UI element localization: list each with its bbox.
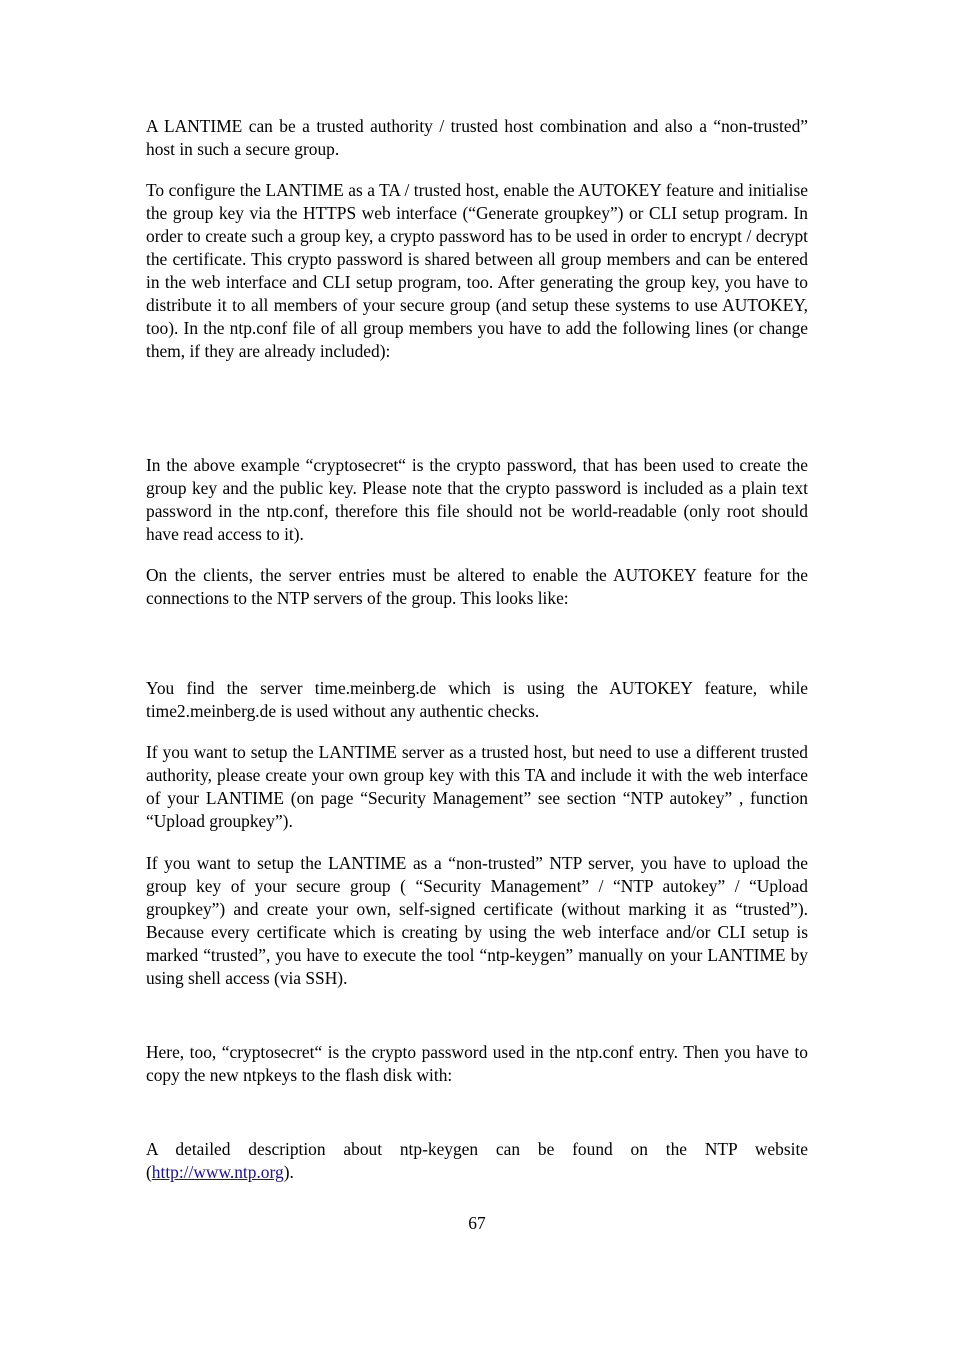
paragraph-different-trusted-authority: If you want to setup the LANTIME server as a trusted host, but need to use a different trusted authority, please create your own group key with this TA and include it with the web interface of your LANTIME (on page “Security Management” see section “NTP autokey” , function “Upload groupkey”). xyxy=(146,742,808,831)
paragraph-server-autokey-usage: You find the server time.meinberg.de which is using the AUTOKEY feature, while time2.meinberg.de is used without any authentic checks. xyxy=(146,678,808,721)
paragraph-copy-ntpkeys: Here, too, “cryptosecret“ is the crypto password used in the ntp.conf entry. Then you have to copy the new ntpkeys to the flash disk with: xyxy=(146,1042,808,1085)
ntp-website-link[interactable]: http://www.ntp.org xyxy=(151,1162,284,1182)
paragraph-text-before-link: A detailed description about ntp-keygen can be found on the NTP website ( xyxy=(146,1139,808,1182)
paragraph-configure-trusted-host: To configure the LANTIME as a TA / trusted host, enable the AUTOKEY feature and initialise the group key via the HTTPS web interface (“Generate groupkey”) or CLI setup program. In order to create such a group key, a crypto password has to be used in order to encrypt / decrypt the certificate. This crypto password is shared between all group members and can be entered in the web interface and CLI setup program, too. After generating the group key, you have to distribute it to all members of your secure group (and setup these systems to use AUTOKEY, too). In the ntp.conf file of all group members you have to add the following lines (or change them, if they are already included): xyxy=(146,180,808,361)
paragraph-lantime-roles: A LANTIME can be a trusted authority / trusted host combination and also a “non-trusted” host in such a secure group. xyxy=(146,116,808,159)
paragraph-text-after-link: ). xyxy=(283,1162,294,1182)
page-number: 67 xyxy=(468,1213,486,1233)
paragraph-crypto-password-example: In the above example “cryptosecret“ is the crypto password, that has been used to create the group key and the public key. Please note that the crypto password is included as a plain text password in the ntp.conf, therefore this file should not be world-readable (only root should have read access to it). xyxy=(146,455,808,544)
paragraph-non-trusted-server: If you want to setup the LANTIME as a “non-trusted” NTP server, you have to upload the group key of your secure group ( “Security Management” / “NTP autokey” / “Upload groupkey”) and create your own, self-signed certificate (without marking it as “trusted”). Because every certificate which is creating by using the web interface and/or CLI setup is marked “trusted”, you have to execute the tool “ntp-keygen” manually on your LANTIME by using shell access (via SSH). xyxy=(146,853,808,988)
paragraph-client-server-entries: On the clients, the server entries must be altered to enable the AUTOKEY feature for the connections to the NTP servers of the group. This looks like: xyxy=(146,565,808,608)
paragraph-ntp-keygen-description xyxy=(146,1138,808,1184)
